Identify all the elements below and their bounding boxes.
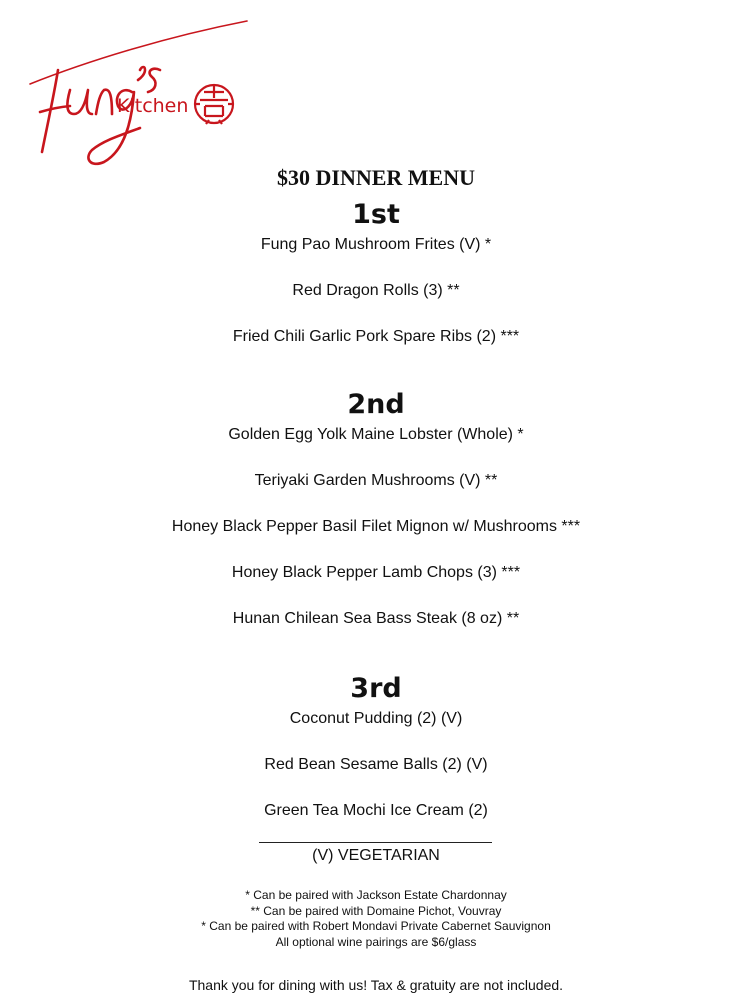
course-second	[0, 389, 736, 629]
fungs-kitchen-logo	[0, 0, 260, 175]
menu-item: Teriyaki Garden Mushrooms (V) **	[254, 472, 498, 489]
menu-title: $30 DINNER MENU	[277, 164, 475, 190]
course-heading: 2nd	[347, 389, 405, 420]
course-items	[0, 235, 736, 347]
pairing-note: ** Can be paired with Domaine Pichot, Vouvray	[250, 903, 502, 918]
divider	[259, 842, 492, 843]
menu-item: Green Tea Mochi Ice Cream (2)	[264, 802, 488, 819]
menu-item: Red Bean Sesame Balls (2) (V)	[264, 756, 488, 773]
menu-item: Fried Chili Garlic Pork Spare Ribs (2) ***	[232, 328, 520, 345]
menu-item: Fung Pao Mushroom Frites (V) *	[260, 236, 492, 253]
course-heading: 3rd	[350, 673, 402, 704]
menu-item: Honey Black Pepper Basil Filet Mignon w/ Mushrooms ***	[171, 518, 581, 535]
course-items	[0, 709, 736, 821]
footer-note: Thank you for dining with us! Tax & gratuity are not included.	[188, 977, 564, 993]
menu-item: Golden Egg Yolk Maine Lobster (Whole) *	[228, 426, 524, 443]
pairing-note: * Can be paired with Robert Mondavi Private Cabernet Sauvignon	[201, 919, 551, 933]
menu-item: Honey Black Pepper Lamb Chops (3) ***	[231, 564, 521, 581]
menu-item: Coconut Pudding (2) (V)	[289, 710, 463, 727]
vegetarian-legend: (V) VEGETARIAN	[312, 847, 440, 864]
pairing-note: All optional wine pairings are $6/glass	[275, 934, 477, 949]
pairing-note: * Can be paired with Jackson Estate Chardonnay	[245, 888, 507, 902]
course-heading: 1st	[352, 199, 400, 230]
svg-text:Kitchen: Kitchen	[117, 95, 189, 117]
menu-item: Hunan Chilean Sea Bass Steak (8 oz) **	[232, 610, 520, 627]
course-third	[0, 673, 736, 821]
wine-pairings	[0, 888, 736, 950]
course-items	[0, 425, 736, 629]
course-first	[0, 199, 736, 347]
menu-item: Red Dragon Rolls (3) **	[292, 282, 460, 299]
